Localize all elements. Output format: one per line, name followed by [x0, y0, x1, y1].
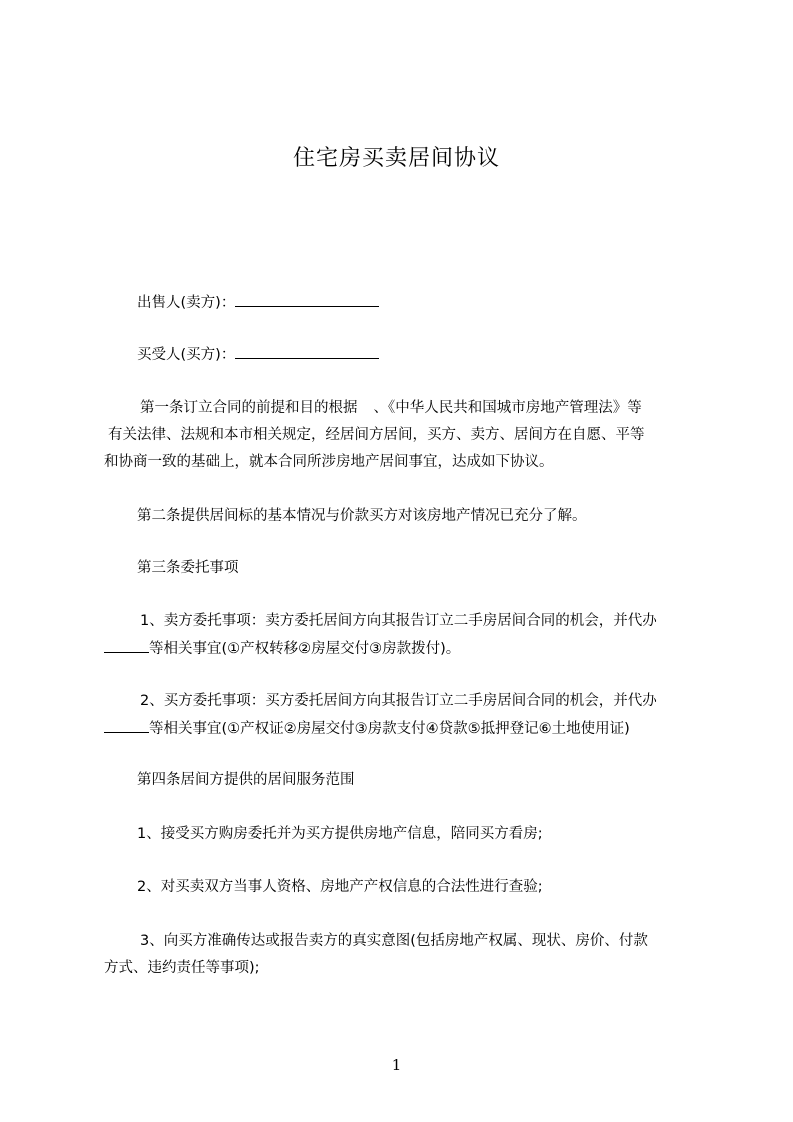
article2-text: 第二条提供居间标的基本情况与价款买方对该房地产情况已充分了解。 [137, 508, 587, 524]
seller-label: 出售人(卖方)： [137, 295, 236, 311]
buyer-label: 买受人(买方)： [137, 347, 236, 363]
page-number: 1 [391, 1056, 402, 1074]
article1-line2: 有关法律、法规和本市相关规定，经居间方居间，买方、卖方、居间方在自愿、平等 [108, 427, 645, 443]
article4-item3-line2: 方式、违约责任等事项); [104, 960, 260, 976]
item2-line2-text: 等相关事宜(①产权证②房屋交付③房款支付④贷款⑤抵押登记⑥土地使用证) [149, 721, 630, 737]
article3-item2-line1: 2、买方委托事项：买方委托居间方向其报告订立二手房居间合同的机会，并代办 [140, 693, 657, 709]
seller-field [137, 291, 379, 314]
item1-line2-text: 等相关事宜(①产权转移②房屋交付③房款拨付)。 [149, 641, 461, 657]
article1-line1 [140, 397, 642, 419]
article4-heading: 第四条居间方提供的居间服务范围 [137, 772, 355, 788]
article1-line3: 和协商一致的基础上，就本合同所涉房地产居间事宜，达成如下协议。 [104, 454, 554, 470]
article3-heading: 第三条委托事项 [137, 560, 239, 576]
article4-item2: 2、对买卖双方当事人资格、房地产产权信息的合法性进行查验; [137, 879, 543, 895]
article1-line1-part-a: 第一条订立合同的前提和目的根据 [140, 400, 358, 416]
article4-item3-line1: 3、向买方准确传达或报告卖方的真实意图(包括房地产权属、现状、房价、付款 [140, 933, 648, 949]
buyer-blank [235, 343, 379, 359]
article3-item2-line2 [104, 717, 630, 740]
item2-blank [104, 717, 149, 733]
article1-line1-part-b: 、《中华人民共和国城市房地产管理法》等 [373, 400, 642, 416]
seller-blank [235, 291, 379, 307]
document-title: 住宅房买卖居间协议 [292, 146, 500, 171]
buyer-field [137, 343, 379, 366]
article3-item1-line2 [104, 637, 460, 660]
article3-item1-line1: 1、卖方委托事项：卖方委托居间方向其报告订立二手房居间合同的机会，并代办 [140, 613, 657, 629]
article4-item1: 1、接受买方购房委托并为买方提供房地产信息，陪同买方看房; [137, 826, 543, 842]
item1-blank [104, 637, 149, 653]
